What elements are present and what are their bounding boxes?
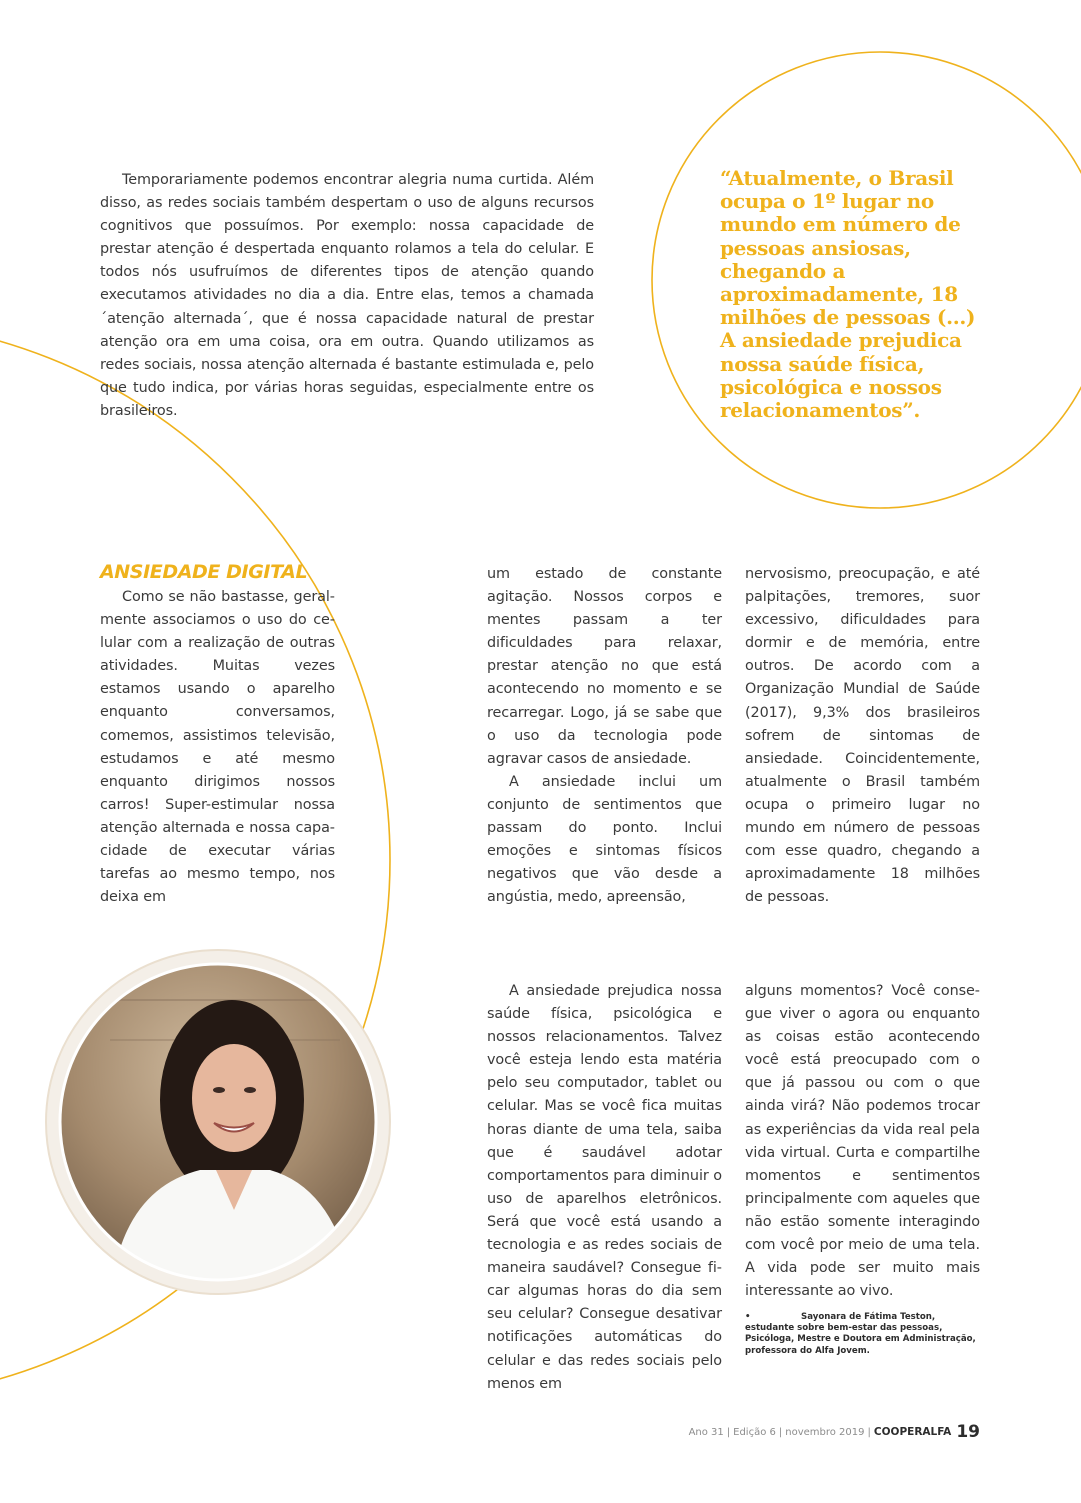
article-column-1 [100,586,335,909]
footer-date: novembro 2019 [785,1427,865,1438]
article-paragraph: um estado de constante agitação. Nossos corpos e mentes passam a ter dificuldades para relaxar, prestar atenção no que está acontecendo no momento e se recarregar. Logo, já se sabe que o uso da tecnologia pode agravar casos de ansiedade. [487,566,722,767]
footer-brand: COOPERALFA [873,1426,952,1438]
footer-separator: | [726,1427,731,1438]
author-note [745,1312,983,1357]
footer-year: Ano 31 [688,1427,724,1438]
article-column-5 [745,980,980,1303]
footer-edition: Edição 6 [733,1427,776,1438]
article-paragraph: alguns momentos? Você consegue viver o agora ou enquanto as coisas estão acontecendo você está preocupado com o que já passou ou com o que ainda virá? Não podemos trocar as experiências da vida real pela vida virtual. Curta e compartilhe momentos e sentimentos principalmente com aqueles que não estão somente interagindo com você por meio de uma tela. A vida pode ser muito mais interessante ao vivo. [745,983,980,1300]
page-footer [689,1422,980,1443]
article-paragraph: nervosismo, preocupação, e até palpitações, tremores, suor excessivo, dificuldades para dormir e de memória, entre outros. De acordo com a Organização Mundial de Saúde (2017), 9,3% dos brasileiros sofrem de sintomas de ansiedade. Coincidentemente, atualmente o Brasil também ocupa o primeiro lugar no mundo em número de pessoas com esse quadro, chegando a aproximadamente 18 milhões de pessoas. [745,566,980,906]
article-paragraph: A ansiedade inclui um conjunto de sentimentos que passam do ponto. Inclui emoções e sintomas físicos negativos que vão desde a angústia, medo, apreensão, [487,773,722,906]
intro-text [100,169,594,423]
footer-separator: | [778,1427,783,1438]
page-number: 19 [956,1422,980,1442]
article-paragraph: Como se não bastasse, geralmente associamos o uso do celular com a realização de outras atividades. Muitas vezes estamos usando o aparelho enquanto conversamos, comemos, assistimos televisão, estudamos e até mesmo enquanto dirigimos nossos carros! Super-estimular nossa atenção alternada e nossa capacidade de executar várias tarefas ao mesmo tempo, nos deixa em [100,589,335,906]
article-column-4 [487,980,722,1396]
article-column-2 [487,563,722,909]
footer-separator: | [867,1427,871,1438]
article-paragraph: A ansiedade prejudica nossa saúde física, psicológica e nossos relacionamentos. Talvez você esteja lendo esta matéria pelo seu computador, tablet ou celular. Mas se você fica muitas horas diante de uma tela, saiba que é saudável adotar comportamentos para diminuir o uso de aparelhos eletrônicos. Será que você está usando a tecnologia e as redes sociais de maneira saudável? Consegue ficar algumas horas do dia sem seu celular? Consegue desativar notificações automáticas do celular e das redes sociais pelo menos em [487,983,722,1392]
article-column-3 [745,563,980,909]
author-note-text: Sayonara de Fátima Teston, estudante sobre bem-estar das pessoas, Psicóloga, Mestre e Doutora em Administração, professora do Alfa Jovem. [745,1312,976,1356]
intro-paragraph: Temporariamente podemos encontrar alegria numa curtida. Além disso, as redes sociais também despertam o uso de alguns recursos cognitivos que possuímos. Por exemplo: nossa capacidade de prestar atenção é despertada enquanto rolamos a tela do celular. E todos nós usufruímos de diferentes tipos de atenção quando executamos atividades no dia a dia. Entre elas, temos a chamada ´atenção alternada´, que é nossa capacidade natural de prestar atenção ora em uma coisa, ora em outra. Quando utilizamos as redes sociais, nossa atenção alternada é bastante estimulada e, pelo que tudo indica, por várias horas seguidas, especialmente entre os brasileiros. [100,172,594,419]
section-heading: ANSIEDADE DIGITAL [100,561,308,583]
author-note-bullet: • [745,1312,751,1322]
pull-quote: “Atualmente, o Brasil ocupa o 1º lugar no mundo em número de pessoas ansiosas, chegando a aproximadamente, 18 milhões de pessoas (...) A ansiedade prejudica nossa saúde física, psicológica e nossos relacionamentos”. [720,166,976,423]
author-photo [46,950,390,1300]
